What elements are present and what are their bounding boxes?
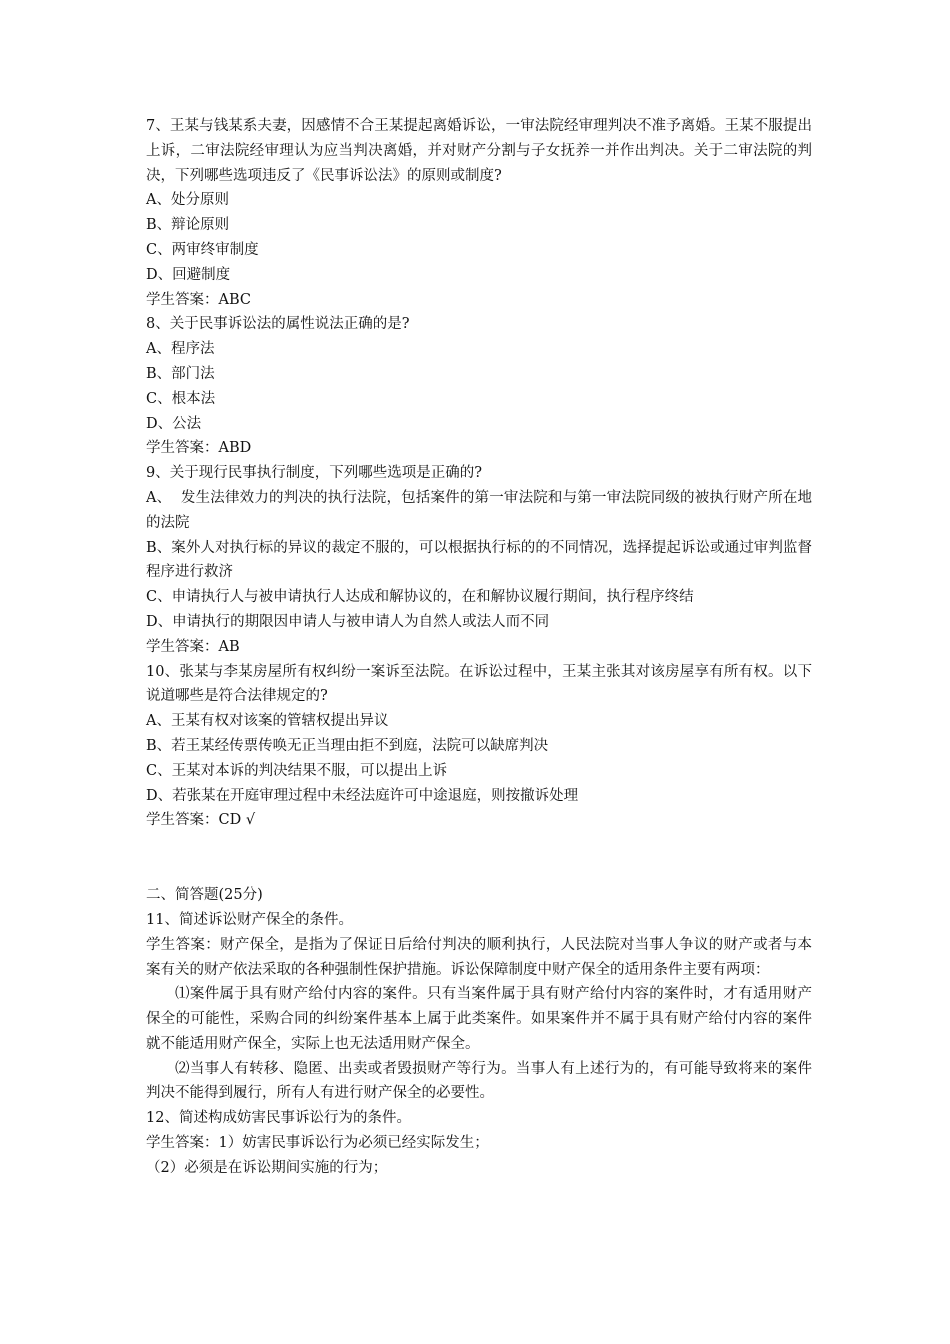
question-9 bbox=[146, 461, 812, 659]
question-7 bbox=[146, 114, 812, 312]
question-12 bbox=[146, 1106, 812, 1180]
student-answer: 学生答案：AB bbox=[146, 638, 240, 655]
option-b: B、部门法 bbox=[146, 365, 215, 382]
option-b: B、案外人对执行标的异议的裁定不服的，可以根据执行标的的不同情况，选择提起诉讼或通过审判监督程序进行救济 bbox=[146, 539, 812, 581]
option-a: A、处分原则 bbox=[146, 192, 229, 209]
answer-point-2: （2）必须是在诉讼期间实施的行为； bbox=[146, 1159, 388, 1176]
option-d: D、申请执行的期限因申请人与被申请人为自然人或法人而不同 bbox=[146, 613, 550, 630]
option-a: A、王某有权对该案的管辖权提出异议 bbox=[146, 713, 389, 730]
question-stem: 11、简述诉讼财产保全的条件。 bbox=[146, 911, 353, 928]
student-answer: 学生答案：ABC bbox=[146, 291, 251, 308]
option-a: A、 发生法律效力的判决的执行法院，包括案件的第一审法院和与第一审法院同级的被执行财产所在地的法院 bbox=[146, 489, 812, 531]
question-stem: 7、王某与钱某系夫妻，因感情不合王某提起离婚诉讼，一审法院经审理判决不准予离婚。王某不服提出上诉，二审法院经审理认为应当判决离婚，并对财产分割与子女抚养一并作出判决。关于二审法院的判决，下列哪些选项违反了《民事诉讼法》的原则或制度? bbox=[146, 118, 812, 184]
student-answer: 学生答案：1）妨害民事诉讼行为必须已经实际发生； bbox=[146, 1135, 489, 1152]
option-a: A、程序法 bbox=[146, 341, 215, 358]
option-c: C、申请执行人与被申请执行人达成和解协议的，在和解协议履行期间，执行程序终结 bbox=[146, 589, 694, 606]
section-spacer bbox=[146, 833, 812, 883]
option-d: D、公法 bbox=[146, 415, 202, 432]
option-c: C、两审终审制度 bbox=[146, 241, 259, 258]
option-c: C、根本法 bbox=[146, 390, 216, 407]
student-answer: 学生答案：财产保全，是指为了保证日后给付判决的顺利执行，人民法院对当事人争议的财产或者与本案有关的财产依法采取的各种强制性保护措施。诉讼保障制度中财产保全的适用条件主要有两项： bbox=[146, 936, 812, 978]
question-stem: 9、关于现行民事执行制度，下列哪些选项是正确的? bbox=[146, 465, 482, 482]
student-answer: 学生答案：CD √ bbox=[146, 812, 256, 829]
question-10 bbox=[146, 660, 812, 834]
option-c: C、王某对本诉的判决结果不服，可以提出上诉 bbox=[146, 762, 448, 779]
option-b: B、若王某经传票传唤无正当理由拒不到庭，法院可以缺席判决 bbox=[146, 737, 549, 754]
document-page bbox=[146, 114, 812, 1181]
option-d: D、若张某在开庭审理过程中未经法庭许可中途退庭，则按撤诉处理 bbox=[146, 787, 579, 804]
question-stem: 12、简述构成妨害民事诉讼行为的条件。 bbox=[146, 1110, 411, 1127]
question-11 bbox=[146, 908, 812, 1106]
question-stem: 8、关于民事诉讼法的属性说法正确的是? bbox=[146, 316, 410, 333]
answer-point-2: ⑵当事人有转移、隐匿、出卖或者毁损财产等行为。当事人有上述行为的，有可能导致将来的案件判决不能得到履行，所有人有进行财产保全的必要性。 bbox=[146, 1060, 812, 1102]
option-b: B、辩论原则 bbox=[146, 217, 230, 234]
student-answer: 学生答案：ABD bbox=[146, 440, 252, 457]
answer-point-1: ⑴案件属于具有财产给付内容的案件。只有当案件属于具有财产给付内容的案件时，才有适用财产保全的可能性，采购合同的纠纷案件基本上属于此类案件。如果案件并不属于具有财产给付内容的案件就不能适用财产保全，实际上也无法适用财产保全。 bbox=[146, 986, 812, 1052]
question-stem: 10、张某与李某房屋所有权纠纷一案诉至法院。在诉讼过程中，王某主张其对该房屋享有所有权。以下说道哪些是符合法律规定的? bbox=[146, 663, 812, 705]
question-8 bbox=[146, 312, 812, 461]
option-d: D、回避制度 bbox=[146, 266, 231, 283]
section-title: 二、简答题(25分) bbox=[146, 887, 263, 904]
